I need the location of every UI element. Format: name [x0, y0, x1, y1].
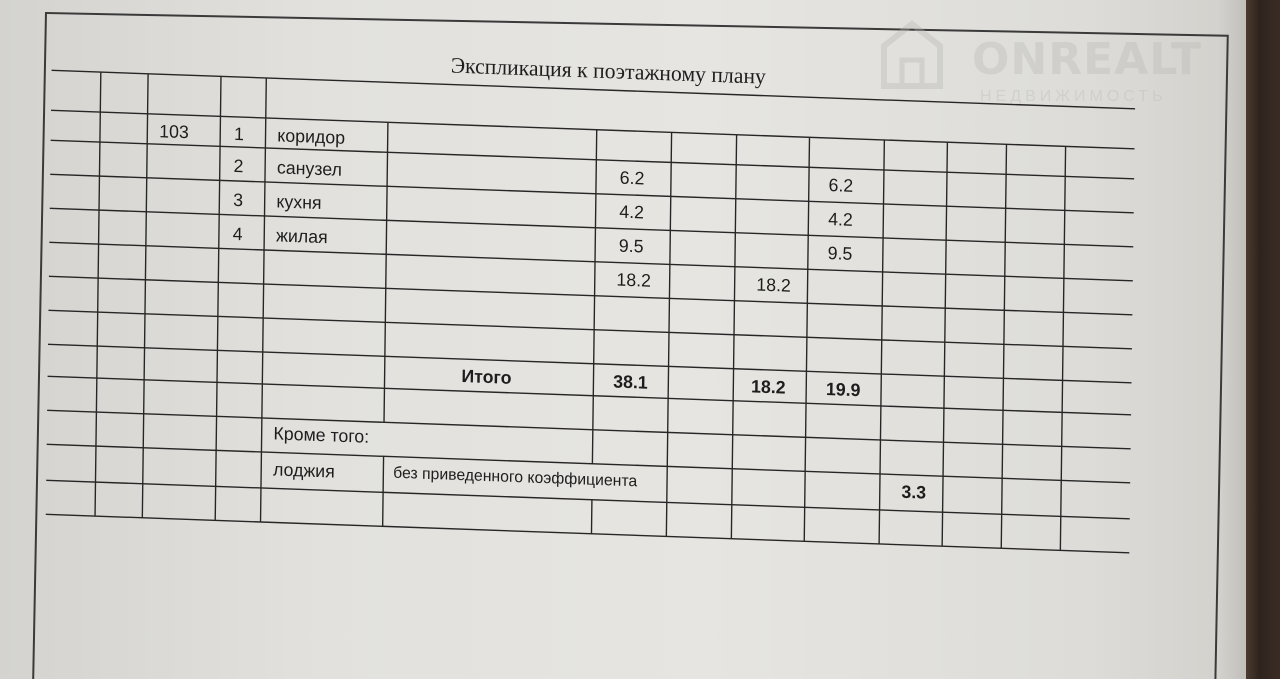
- room-total-area: 9.5: [618, 235, 644, 257]
- room-name: санузел: [276, 157, 343, 180]
- room-total-area: 4.2: [619, 201, 645, 223]
- explication-table: [33, 48, 1280, 679]
- room-name: коридор: [277, 125, 346, 148]
- room-auxiliary-area: 9.5: [827, 243, 853, 264]
- room-name: жилая: [275, 225, 328, 248]
- document-title: Экспликация к поэтажному плану: [450, 52, 767, 89]
- room-number: 3: [233, 189, 244, 211]
- room-number: 1: [233, 123, 245, 145]
- room-total-area: 6.2: [619, 167, 645, 189]
- table-grid: [35, 48, 1145, 607]
- loggia-name: лоджия: [272, 459, 335, 482]
- apartment-number: 103: [159, 121, 189, 143]
- room-name: кухня: [276, 191, 322, 214]
- watermark-brand: ONREALT: [972, 34, 1202, 85]
- extra-heading: Кроме того:: [273, 423, 370, 447]
- watermark-subtitle: НЕДВИЖИМОСТЬ: [980, 88, 1167, 105]
- room-total-area: 18.2: [616, 269, 652, 291]
- totals-total-area: 38.1: [613, 371, 648, 393]
- room-living-area: 18.2: [756, 274, 791, 296]
- totals-label: Итого: [461, 366, 512, 388]
- totals-auxiliary-area: 19.9: [825, 379, 861, 401]
- room-number: 2: [233, 155, 244, 177]
- room-auxiliary-area: 6.2: [828, 175, 854, 196]
- loggia-note: без приведенного коэффициента: [393, 464, 638, 491]
- loggia-area: 3.3: [901, 481, 927, 503]
- room-auxiliary-area: 4.2: [828, 209, 853, 230]
- room-number: 4: [232, 223, 243, 245]
- totals-living-area: 18.2: [750, 376, 786, 398]
